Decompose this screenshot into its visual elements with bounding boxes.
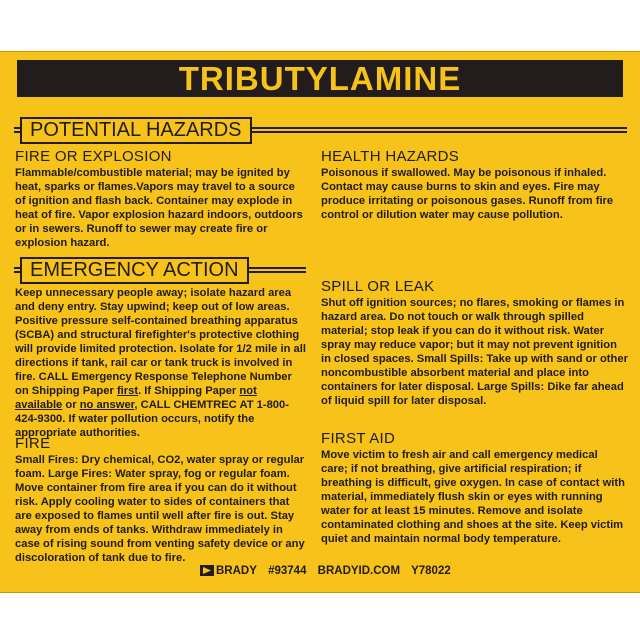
- spill-leak-text: [321, 296, 628, 408]
- first-aid-text: Move victim to fresh air and call emergency medical care; if not breathing, give artificial respiration; if breathing is difficult, give oxygen. In case of contact with material, immediately flush skin or eyes with running water for at least 15 minutes. Remove and isolate contaminated clothing and shoes at the site. Keep victim quiet and maintain normal body temperature.: [321, 449, 625, 545]
- health-hazards-section: [321, 148, 626, 222]
- fire-explosion-heading: FIRE OR EXPLOSION: [15, 148, 172, 165]
- emergency-general-section: [15, 286, 307, 440]
- fire-heading: FIRE: [15, 435, 51, 452]
- fire-text: [15, 453, 307, 565]
- product-code: Y78022: [411, 565, 451, 577]
- brady-logo-icon: [200, 565, 214, 576]
- fire-explosion-section: [15, 148, 305, 250]
- part-number: #93744: [268, 565, 307, 577]
- potential-hazards-header: [14, 117, 627, 142]
- health-hazards-text: Poisonous if swallowed. May be poisonous if inhaled. Contact may cause burns to skin and eyes. Fire may produce irritating or poisonous gases. Runoff from fire control or dilution water may cause pollution.: [321, 167, 614, 221]
- health-hazards-heading: HEALTH HAZARDS: [321, 148, 460, 165]
- hazard-label: [0, 51, 640, 593]
- emergency-action-heading: EMERGENCY ACTION: [20, 257, 249, 284]
- brand-url: BRADYID.COM: [317, 565, 401, 577]
- spill-text-1: Shut off ignition sources; no flares, smoking or flames in hazard area. Do not touch or walk through spilled material; stop leak if you can do it without risk. Water spray may reduce vapor; but it may not prevent ignition in closed spaces.: [321, 297, 625, 365]
- brand-name: BRADY: [216, 565, 257, 577]
- emergency-text-3: If water pollution occurs, notify the appropriate authorities.: [15, 413, 255, 439]
- potential-hazards-heading: POTENTIAL HAZARDS: [20, 117, 252, 144]
- fire-section: [15, 435, 307, 565]
- first-aid-heading: FIRST AID: [321, 430, 396, 447]
- large-fires-text: Water spray, fog or regular foam. Move container from fire area if you can do it without risk. Apply cooling water to sides of containers that are exposed to flames until well after fire is out. Stay away from ends of tanks. Withdraw immediately in case of rising sound from venting safety device or any discoloration of tank due to fire.: [15, 468, 305, 564]
- label-footer: [200, 565, 459, 577]
- small-spills-text: Take up with sand or other noncombustible absorbent material and place into containers for later disposal.: [321, 353, 628, 393]
- small-spills-label: Small Spills:: [416, 353, 484, 365]
- emergency-first: first: [116, 385, 139, 397]
- emergency-no-answer: no answer: [79, 399, 135, 411]
- emergency-text-1: Keep unnecessary people away; isolate hazard area and deny entry. Stay upwind; keep out of low areas. Positive pressure self-contained breathing apparatus (SCBA) and structural firefighter's protective clothing will provide limited protection.: [15, 287, 300, 355]
- emergency-call-chemtrec: , CALL CHEMTREC AT 1-800-424-9300.: [15, 399, 289, 425]
- small-fires-text: Dry chemical, CO2, water spray or regular foam.: [15, 454, 305, 480]
- emergency-if-shipping: . If Shipping Paper: [138, 385, 237, 397]
- first-aid-section: [321, 430, 626, 546]
- spill-leak-heading: SPILL OR LEAK: [321, 278, 435, 295]
- emergency-action-header: [14, 257, 314, 282]
- emergency-not-available: not available: [15, 385, 257, 411]
- emergency-general-text: [15, 286, 307, 440]
- chemical-title: TRIBUTYLAMINE: [17, 60, 623, 97]
- large-fires-label: Large Fires:: [47, 468, 112, 480]
- large-spills-text: Dike far ahead of liquid spill for later disposal.: [321, 381, 624, 407]
- emergency-text-2: Isolate for 1/2 mile in all directions if tank, rail car or tank truck is involved in fire. CALL Emergency Response Telephone Number on Shipping Paper: [15, 343, 306, 397]
- fire-explosion-text: Flammable/combustible material; may be ignited by heat, sparks or flames.Vapors may travel to a source of ignition and flash back. Container may explode in heat of fire. Vapor explosion hazard indoors, outdoors or in sewers. Runoff to sewer may create fire or explosion hazard.: [15, 167, 303, 249]
- spill-leak-section: [321, 278, 628, 408]
- large-spills-label: Large Spills:: [477, 381, 545, 393]
- emergency-or: or: [65, 399, 77, 411]
- small-fires-label: Small Fires:: [15, 454, 79, 466]
